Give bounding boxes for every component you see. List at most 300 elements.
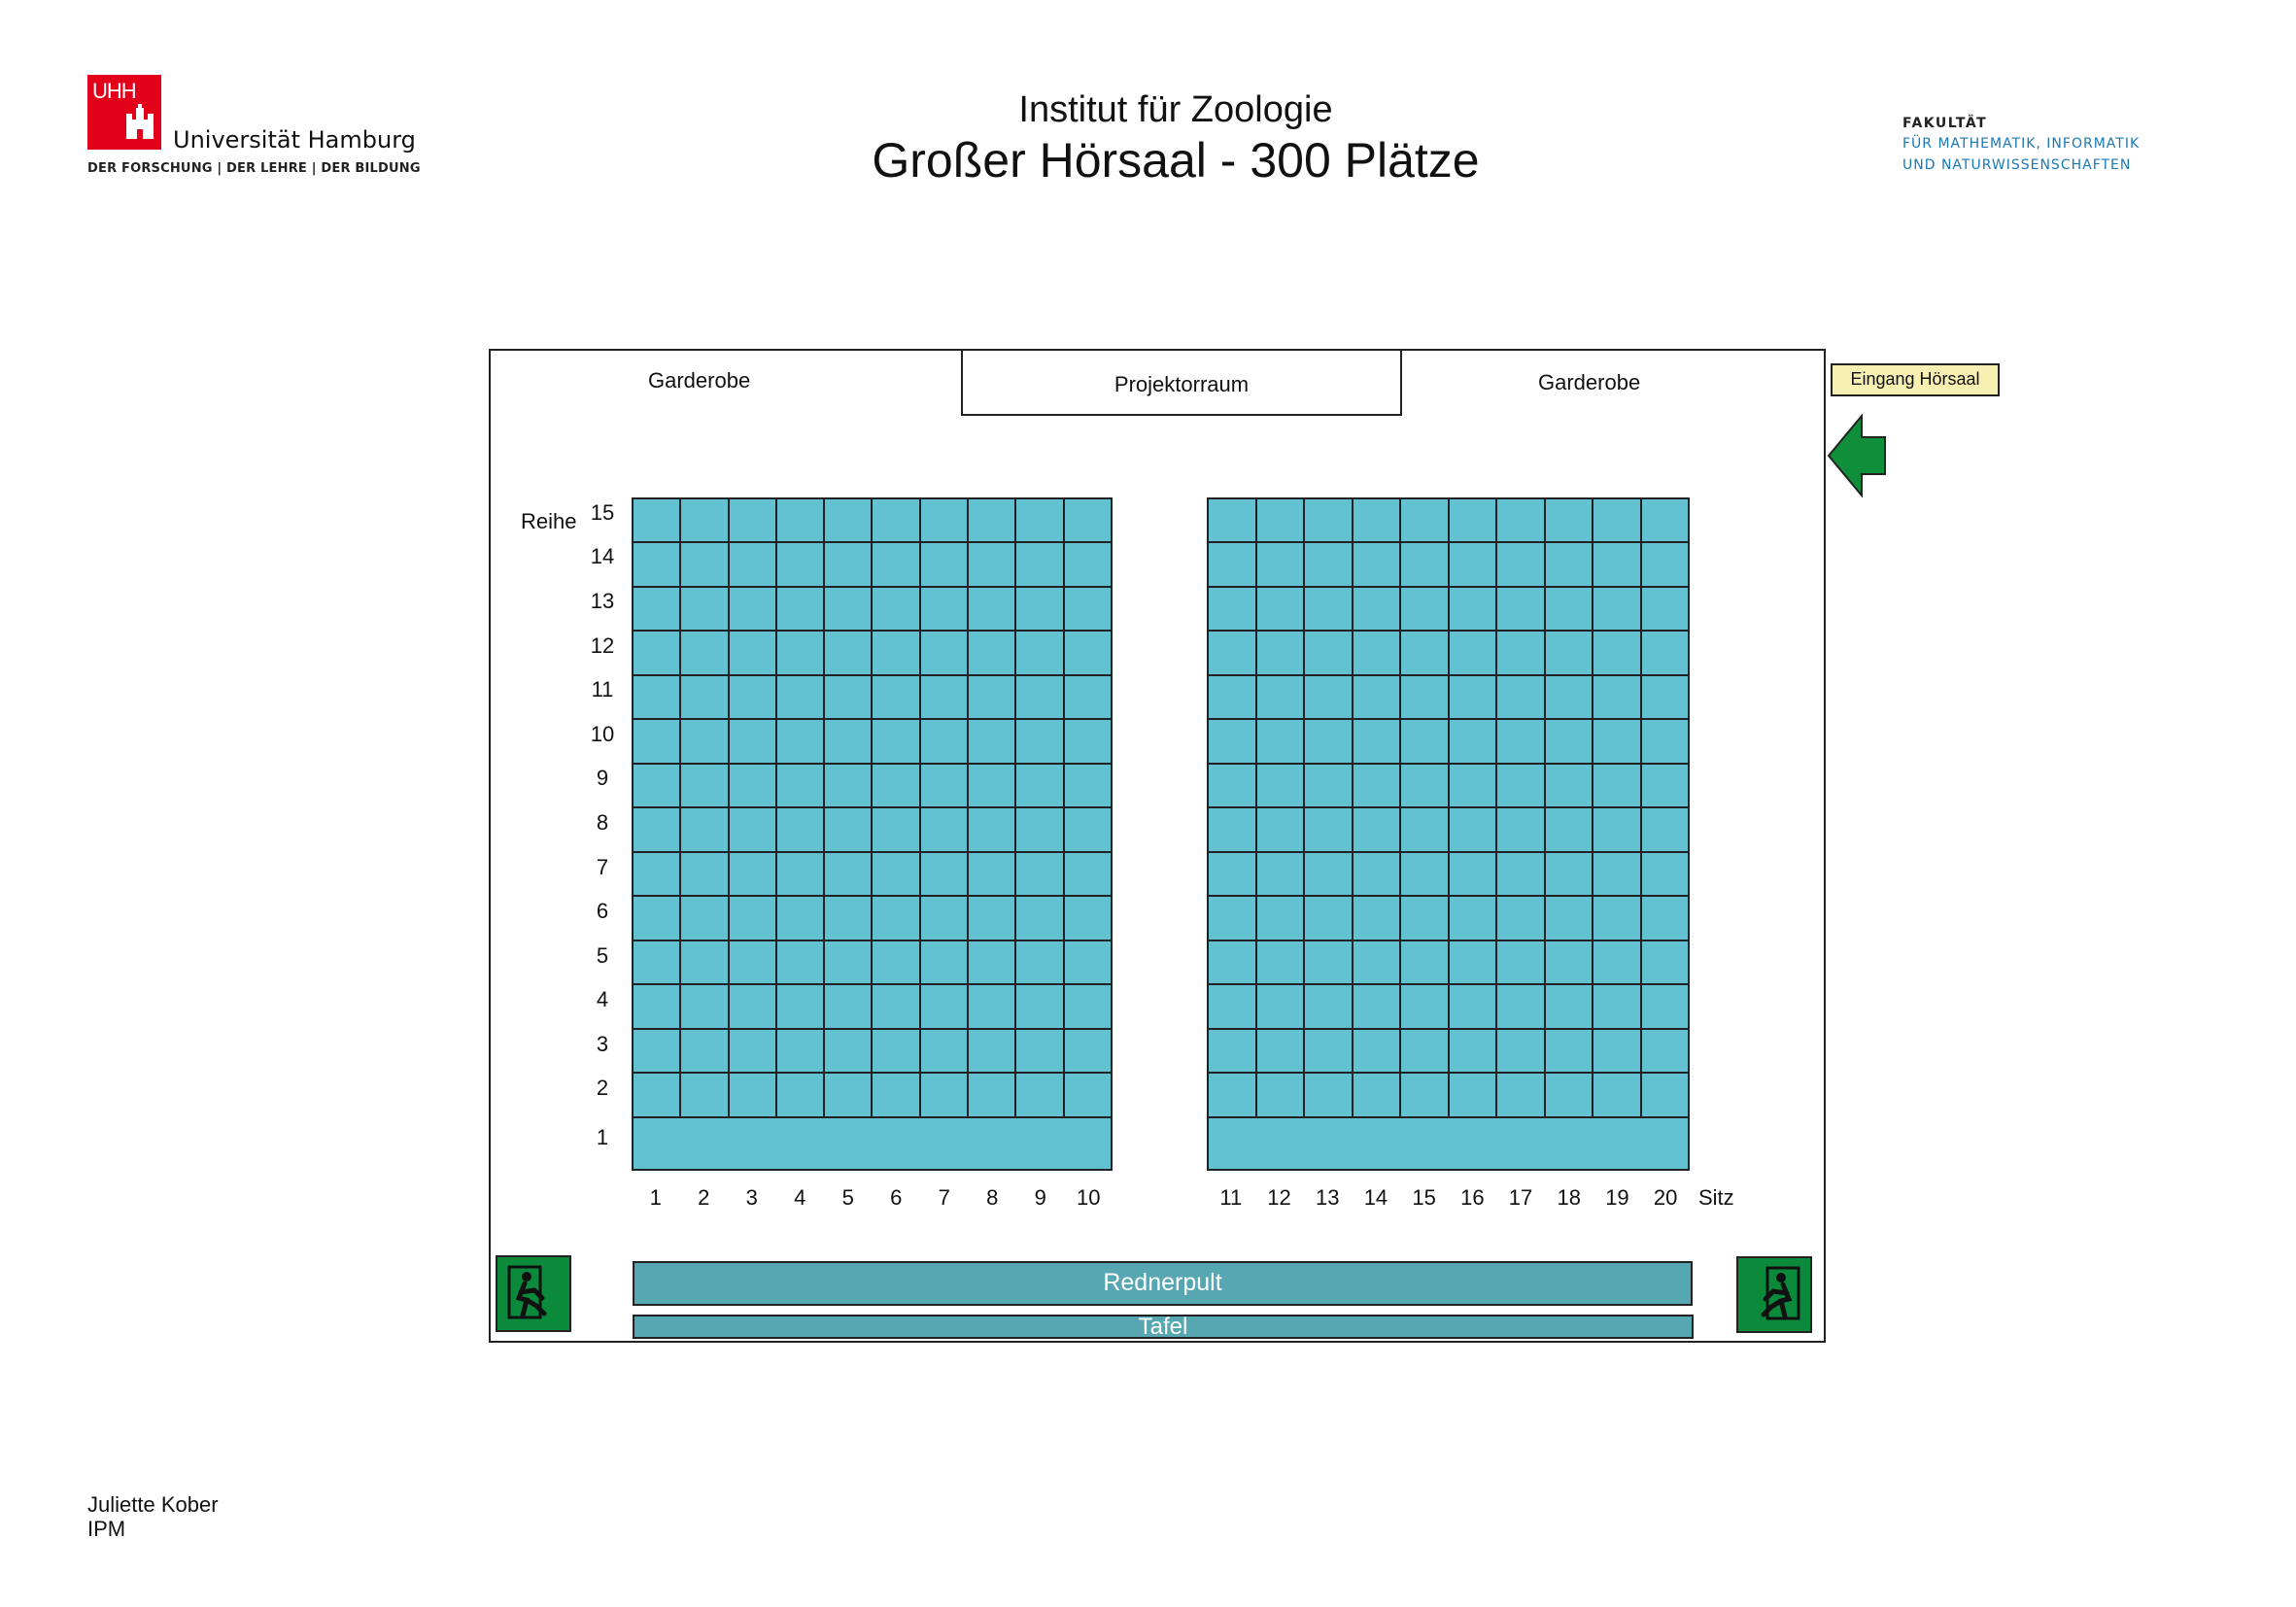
- seat-r12-s12: [1257, 632, 1304, 673]
- row-label: 13: [590, 588, 615, 613]
- seat-r10-s20: [1642, 720, 1689, 762]
- seat-r15-s2: [681, 499, 727, 541]
- seat-r5-s12: [1257, 941, 1304, 983]
- seat-r15-s20: [1642, 499, 1689, 541]
- seat-r5-s8: [969, 941, 1014, 983]
- row-label: 2: [596, 1076, 609, 1101]
- seat-r13-s5: [825, 588, 871, 630]
- seat-r5-s10: [1065, 941, 1111, 983]
- seat-r6-s17: [1497, 897, 1544, 939]
- seat-r4-s3: [730, 985, 775, 1027]
- seat-r8-s8: [969, 808, 1014, 850]
- seat-row-1: [1209, 1118, 1688, 1169]
- seat-number-label: 4: [794, 1185, 806, 1210]
- seat-r3-s12: [1257, 1030, 1304, 1073]
- seat-r7-s1: [634, 853, 679, 895]
- seat-r15-s10: [1065, 499, 1111, 541]
- seat-number-label: 12: [1267, 1185, 1291, 1210]
- institute-title: Institut für Zoologie: [1018, 89, 1333, 130]
- seat-r15-s5: [825, 499, 871, 541]
- seat-r3-s7: [921, 1030, 967, 1073]
- seat-r6-s10: [1065, 897, 1111, 939]
- seat-r10-s11: [1209, 720, 1255, 762]
- lectern: Rednerpult: [633, 1261, 1693, 1306]
- seat-block-left: [632, 497, 1113, 1171]
- seat-r15-s7: [921, 499, 967, 541]
- seat-r3-s1: [634, 1030, 679, 1073]
- seat-r11-s20: [1642, 676, 1689, 718]
- seat-r15-s8: [969, 499, 1014, 541]
- seat-r11-s8: [969, 676, 1014, 718]
- seat-r10-s19: [1593, 720, 1640, 762]
- seat-r14-s6: [873, 543, 918, 585]
- seat-number-label: 15: [1412, 1185, 1436, 1210]
- seat-r6-s3: [730, 897, 775, 939]
- seat-r11-s14: [1354, 676, 1400, 718]
- faculty-line-1: FÜR MATHEMATIK, INFORMATIK: [1902, 136, 2141, 152]
- seat-r13-s12: [1257, 588, 1304, 630]
- seat-r4-s12: [1257, 985, 1304, 1027]
- seat-r10-s4: [777, 720, 823, 762]
- exit-sign-left: [496, 1255, 571, 1332]
- seat-r10-s5: [825, 720, 871, 762]
- seat-r2-s16: [1450, 1074, 1496, 1115]
- seat-r6-s13: [1305, 897, 1352, 939]
- seat-r13-s9: [1016, 588, 1062, 630]
- seat-r11-s6: [873, 676, 918, 718]
- seat-r5-s5: [825, 941, 871, 983]
- seat-r4-s1: [634, 985, 679, 1027]
- emergency-exit-icon: [1738, 1258, 1810, 1331]
- seat-row-1: [634, 1118, 1111, 1169]
- seat-r13-s7: [921, 588, 967, 630]
- seat-r15-s18: [1546, 499, 1593, 541]
- row-label: 7: [596, 854, 609, 879]
- seat-r7-s5: [825, 853, 871, 895]
- seat-r9-s18: [1546, 765, 1593, 807]
- seat-r2-s10: [1065, 1074, 1111, 1115]
- exit-sign-right: [1736, 1256, 1812, 1333]
- seat-r2-s6: [873, 1074, 918, 1115]
- seat-r15-s12: [1257, 499, 1304, 541]
- seat-r14-s5: [825, 543, 871, 585]
- seat-r9-s16: [1450, 765, 1496, 807]
- seat-r14-s7: [921, 543, 967, 585]
- seat-r4-s11: [1209, 985, 1255, 1027]
- seat-r11-s10: [1065, 676, 1111, 718]
- seat-r13-s18: [1546, 588, 1593, 630]
- row-label: 3: [596, 1031, 609, 1056]
- seat-r9-s9: [1016, 765, 1062, 807]
- seat-r7-s8: [969, 853, 1014, 895]
- seat-r11-s11: [1209, 676, 1255, 718]
- seat-r6-s12: [1257, 897, 1304, 939]
- seat-number-label: 8: [986, 1185, 999, 1210]
- seat-r7-s2: [681, 853, 727, 895]
- hall-title: Großer Hörsaal - 300 Plätze: [872, 133, 1480, 188]
- seat-r10-s16: [1450, 720, 1496, 762]
- seat-number-label: 5: [841, 1185, 854, 1210]
- seat-r9-s17: [1497, 765, 1544, 807]
- seat-r2-s20: [1642, 1074, 1689, 1115]
- seat-r5-s20: [1642, 941, 1689, 983]
- seat-r8-s13: [1305, 808, 1352, 850]
- seat-r2-s8: [969, 1074, 1014, 1115]
- seat-r11-s2: [681, 676, 727, 718]
- seat-r11-s19: [1593, 676, 1640, 718]
- seat-r12-s10: [1065, 632, 1111, 673]
- seat-r9-s14: [1354, 765, 1400, 807]
- seat-r10-s3: [730, 720, 775, 762]
- seat-r15-s11: [1209, 499, 1255, 541]
- seat-r9-s15: [1401, 765, 1448, 807]
- seat-block-right: [1207, 497, 1690, 1171]
- seat-r7-s7: [921, 853, 967, 895]
- seat-r10-s6: [873, 720, 918, 762]
- seat-r6-s19: [1593, 897, 1640, 939]
- seat-r13-s6: [873, 588, 918, 630]
- seat-r3-s4: [777, 1030, 823, 1073]
- university-name: Universität Hamburg: [173, 126, 416, 154]
- seat-r5-s11: [1209, 941, 1255, 983]
- seat-r9-s3: [730, 765, 775, 807]
- seat-r14-s4: [777, 543, 823, 585]
- seat-r13-s8: [969, 588, 1014, 630]
- seat-r12-s13: [1305, 632, 1352, 673]
- seat-r11-s9: [1016, 676, 1062, 718]
- seat-r2-s18: [1546, 1074, 1593, 1115]
- seat-r5-s1: [634, 941, 679, 983]
- seat-r5-s14: [1354, 941, 1400, 983]
- seat-r10-s14: [1354, 720, 1400, 762]
- seat-r4-s9: [1016, 985, 1062, 1027]
- seat-r9-s6: [873, 765, 918, 807]
- seat-r14-s15: [1401, 543, 1448, 585]
- arrow-left-icon: [1827, 414, 1887, 497]
- seat-r5-s3: [730, 941, 775, 983]
- seat-r2-s12: [1257, 1074, 1304, 1115]
- seat-r7-s16: [1450, 853, 1496, 895]
- seat-r4-s18: [1546, 985, 1593, 1027]
- row-label: 15: [590, 499, 615, 525]
- logo-letters: UHH: [92, 79, 136, 103]
- seat-r8-s16: [1450, 808, 1496, 850]
- seat-r2-s5: [825, 1074, 871, 1115]
- seat-axis-label: Sitz: [1698, 1185, 1734, 1210]
- seat-r4-s7: [921, 985, 967, 1027]
- seat-r3-s15: [1401, 1030, 1448, 1073]
- university-tagline: DER FORSCHUNG | DER LEHRE | DER BILDUNG: [87, 161, 421, 176]
- seat-r14-s8: [969, 543, 1014, 585]
- seat-r4-s17: [1497, 985, 1544, 1027]
- seat-r5-s15: [1401, 941, 1448, 983]
- seat-r2-s17: [1497, 1074, 1544, 1115]
- seat-r9-s11: [1209, 765, 1255, 807]
- seat-r13-s20: [1642, 588, 1689, 630]
- seat-r3-s13: [1305, 1030, 1352, 1073]
- seat-r10-s13: [1305, 720, 1352, 762]
- seat-r11-s4: [777, 676, 823, 718]
- seat-r11-s15: [1401, 676, 1448, 718]
- seat-r7-s12: [1257, 853, 1304, 895]
- seat-r4-s6: [873, 985, 918, 1027]
- seat-r6-s18: [1546, 897, 1593, 939]
- seat-r4-s15: [1401, 985, 1448, 1027]
- seat-r15-s9: [1016, 499, 1062, 541]
- seat-r7-s3: [730, 853, 775, 895]
- seat-r14-s20: [1642, 543, 1689, 585]
- seat-r2-s11: [1209, 1074, 1255, 1115]
- seat-r12-s15: [1401, 632, 1448, 673]
- seat-r8-s1: [634, 808, 679, 850]
- seat-r8-s9: [1016, 808, 1062, 850]
- seat-r7-s11: [1209, 853, 1255, 895]
- row-label: 14: [590, 544, 615, 569]
- seat-r7-s13: [1305, 853, 1352, 895]
- seat-r11-s12: [1257, 676, 1304, 718]
- row-label: 12: [590, 633, 615, 658]
- seat-r14-s12: [1257, 543, 1304, 585]
- seat-number-label: 9: [1034, 1185, 1046, 1210]
- seat-r8-s14: [1354, 808, 1400, 850]
- seat-r6-s14: [1354, 897, 1400, 939]
- seat-r7-s10: [1065, 853, 1111, 895]
- seat-r10-s7: [921, 720, 967, 762]
- seat-number-label: 16: [1460, 1185, 1485, 1210]
- seat-r8-s19: [1593, 808, 1640, 850]
- seat-r6-s15: [1401, 897, 1448, 939]
- seat-r8-s4: [777, 808, 823, 850]
- seat-number-label: 6: [890, 1185, 903, 1210]
- seat-r5-s9: [1016, 941, 1062, 983]
- seat-r6-s7: [921, 897, 967, 939]
- seat-r9-s13: [1305, 765, 1352, 807]
- seat-r4-s14: [1354, 985, 1400, 1027]
- seat-r7-s20: [1642, 853, 1689, 895]
- seat-r7-s17: [1497, 853, 1544, 895]
- seat-r6-s1: [634, 897, 679, 939]
- seat-r15-s6: [873, 499, 918, 541]
- seat-r2-s19: [1593, 1074, 1640, 1115]
- seat-r14-s13: [1305, 543, 1352, 585]
- seat-r10-s1: [634, 720, 679, 762]
- seat-r9-s1: [634, 765, 679, 807]
- seat-r12-s14: [1354, 632, 1400, 673]
- entrance-label: Eingang Hörsaal: [1831, 363, 2000, 396]
- author: Juliette Kober: [87, 1492, 219, 1517]
- seat-r15-s4: [777, 499, 823, 541]
- seat-r5-s4: [777, 941, 823, 983]
- seat-r9-s4: [777, 765, 823, 807]
- seat-number-label: 2: [698, 1185, 710, 1210]
- seat-r6-s8: [969, 897, 1014, 939]
- seat-number-label: 13: [1316, 1185, 1340, 1210]
- seat-r3-s5: [825, 1030, 871, 1073]
- seat-r10-s10: [1065, 720, 1111, 762]
- row-axis-label: Reihe: [521, 509, 577, 533]
- seat-r3-s18: [1546, 1030, 1593, 1073]
- seat-r13-s17: [1497, 588, 1544, 630]
- seat-r3-s8: [969, 1030, 1014, 1073]
- faculty-heading: FAKULTÄT: [1902, 116, 1988, 131]
- seat-r8-s17: [1497, 808, 1544, 850]
- seat-r5-s17: [1497, 941, 1544, 983]
- seat-number-label: 19: [1605, 1185, 1629, 1210]
- seat-r13-s4: [777, 588, 823, 630]
- seat-r4-s20: [1642, 985, 1689, 1027]
- seat-r14-s2: [681, 543, 727, 585]
- seat-r15-s14: [1354, 499, 1400, 541]
- seat-r14-s17: [1497, 543, 1544, 585]
- seat-r13-s10: [1065, 588, 1111, 630]
- seat-r13-s19: [1593, 588, 1640, 630]
- seat-r11-s13: [1305, 676, 1352, 718]
- seat-r15-s13: [1305, 499, 1352, 541]
- seat-r6-s4: [777, 897, 823, 939]
- seat-r10-s17: [1497, 720, 1544, 762]
- seat-r8-s20: [1642, 808, 1689, 850]
- seat-r15-s3: [730, 499, 775, 541]
- seat-r11-s7: [921, 676, 967, 718]
- seat-r4-s5: [825, 985, 871, 1027]
- seat-r13-s11: [1209, 588, 1255, 630]
- seat-r12-s20: [1642, 632, 1689, 673]
- seat-r8-s5: [825, 808, 871, 850]
- seat-r13-s14: [1354, 588, 1400, 630]
- seat-r11-s16: [1450, 676, 1496, 718]
- seat-r5-s19: [1593, 941, 1640, 983]
- seat-r15-s19: [1593, 499, 1640, 541]
- seat-r8-s10: [1065, 808, 1111, 850]
- seat-r12-s18: [1546, 632, 1593, 673]
- seat-r5-s16: [1450, 941, 1496, 983]
- seat-r4-s13: [1305, 985, 1352, 1027]
- seat-r3-s20: [1642, 1030, 1689, 1073]
- seat-r11-s18: [1546, 676, 1593, 718]
- seat-r7-s9: [1016, 853, 1062, 895]
- projector-room-label: Projektorraum: [1114, 372, 1250, 396]
- seat-r3-s3: [730, 1030, 775, 1073]
- seat-r2-s1: [634, 1074, 679, 1115]
- seat-r6-s20: [1642, 897, 1689, 939]
- seat-r5-s7: [921, 941, 967, 983]
- seat-r3-s19: [1593, 1030, 1640, 1073]
- seat-r2-s13: [1305, 1074, 1352, 1115]
- seat-r10-s18: [1546, 720, 1593, 762]
- seat-r2-s15: [1401, 1074, 1448, 1115]
- seat-r3-s6: [873, 1030, 918, 1073]
- cloakroom-left-label: Garderobe: [648, 368, 751, 393]
- row-label: 8: [596, 809, 609, 835]
- seat-r10-s9: [1016, 720, 1062, 762]
- seat-r13-s1: [634, 588, 679, 630]
- seat-r9-s19: [1593, 765, 1640, 807]
- seat-r7-s19: [1593, 853, 1640, 895]
- seat-r4-s8: [969, 985, 1014, 1027]
- seat-r3-s10: [1065, 1030, 1111, 1073]
- seat-r14-s10: [1065, 543, 1111, 585]
- seat-r6-s9: [1016, 897, 1062, 939]
- seat-number-label: 20: [1653, 1185, 1678, 1210]
- seat-r2-s3: [730, 1074, 775, 1115]
- seat-r15-s17: [1497, 499, 1544, 541]
- seat-number-label: 10: [1077, 1185, 1101, 1210]
- emergency-exit-icon: [497, 1257, 569, 1330]
- seat-r7-s18: [1546, 853, 1593, 895]
- seat-r8-s12: [1257, 808, 1304, 850]
- seat-r10-s15: [1401, 720, 1448, 762]
- seat-r4-s4: [777, 985, 823, 1027]
- seat-r9-s10: [1065, 765, 1111, 807]
- seat-r14-s3: [730, 543, 775, 585]
- seat-r5-s13: [1305, 941, 1352, 983]
- row-label: 11: [591, 677, 614, 702]
- row-label: 1: [596, 1124, 609, 1149]
- seat-r6-s11: [1209, 897, 1255, 939]
- seat-r13-s16: [1450, 588, 1496, 630]
- seat-r3-s9: [1016, 1030, 1062, 1073]
- row-label: 4: [596, 987, 609, 1012]
- seat-r5-s18: [1546, 941, 1593, 983]
- seat-r11-s3: [730, 676, 775, 718]
- seat-r3-s11: [1209, 1030, 1255, 1073]
- seat-r8-s6: [873, 808, 918, 850]
- seat-r12-s11: [1209, 632, 1255, 673]
- seat-number-label: 11: [1219, 1185, 1243, 1210]
- seat-r12-s9: [1016, 632, 1062, 673]
- organization: IPM: [87, 1517, 126, 1541]
- row-label: 5: [596, 942, 609, 968]
- seat-r14-s19: [1593, 543, 1640, 585]
- seat-r13-s13: [1305, 588, 1352, 630]
- seat-r2-s4: [777, 1074, 823, 1115]
- seat-r8-s15: [1401, 808, 1448, 850]
- seat-r12-s4: [777, 632, 823, 673]
- row-label: 6: [596, 899, 609, 924]
- seat-r7-s14: [1354, 853, 1400, 895]
- seat-r2-s2: [681, 1074, 727, 1115]
- seat-r4-s2: [681, 985, 727, 1027]
- seat-number-label: 18: [1557, 1185, 1581, 1210]
- seat-r14-s9: [1016, 543, 1062, 585]
- seat-r2-s14: [1354, 1074, 1400, 1115]
- seat-r14-s16: [1450, 543, 1496, 585]
- seat-r11-s17: [1497, 676, 1544, 718]
- seat-r5-s6: [873, 941, 918, 983]
- seat-r9-s12: [1257, 765, 1304, 807]
- blackboard: Tafel: [633, 1315, 1694, 1339]
- seat-r15-s16: [1450, 499, 1496, 541]
- seat-r12-s16: [1450, 632, 1496, 673]
- seat-r4-s19: [1593, 985, 1640, 1027]
- seat-r12-s1: [634, 632, 679, 673]
- seat-r8-s11: [1209, 808, 1255, 850]
- row-label: 10: [590, 721, 615, 746]
- seat-number-label: 1: [649, 1185, 662, 1210]
- seat-r11-s1: [634, 676, 679, 718]
- seat-number-label: 7: [938, 1185, 950, 1210]
- seat-number-label: 3: [745, 1185, 758, 1210]
- seat-r3-s2: [681, 1030, 727, 1073]
- seat-r4-s16: [1450, 985, 1496, 1027]
- seat-r12-s5: [825, 632, 871, 673]
- seat-r10-s12: [1257, 720, 1304, 762]
- seat-r8-s2: [681, 808, 727, 850]
- seat-r12-s7: [921, 632, 967, 673]
- cloakroom-right-label: Garderobe: [1538, 370, 1641, 394]
- projector-room: [961, 349, 1402, 416]
- seat-r10-s8: [969, 720, 1014, 762]
